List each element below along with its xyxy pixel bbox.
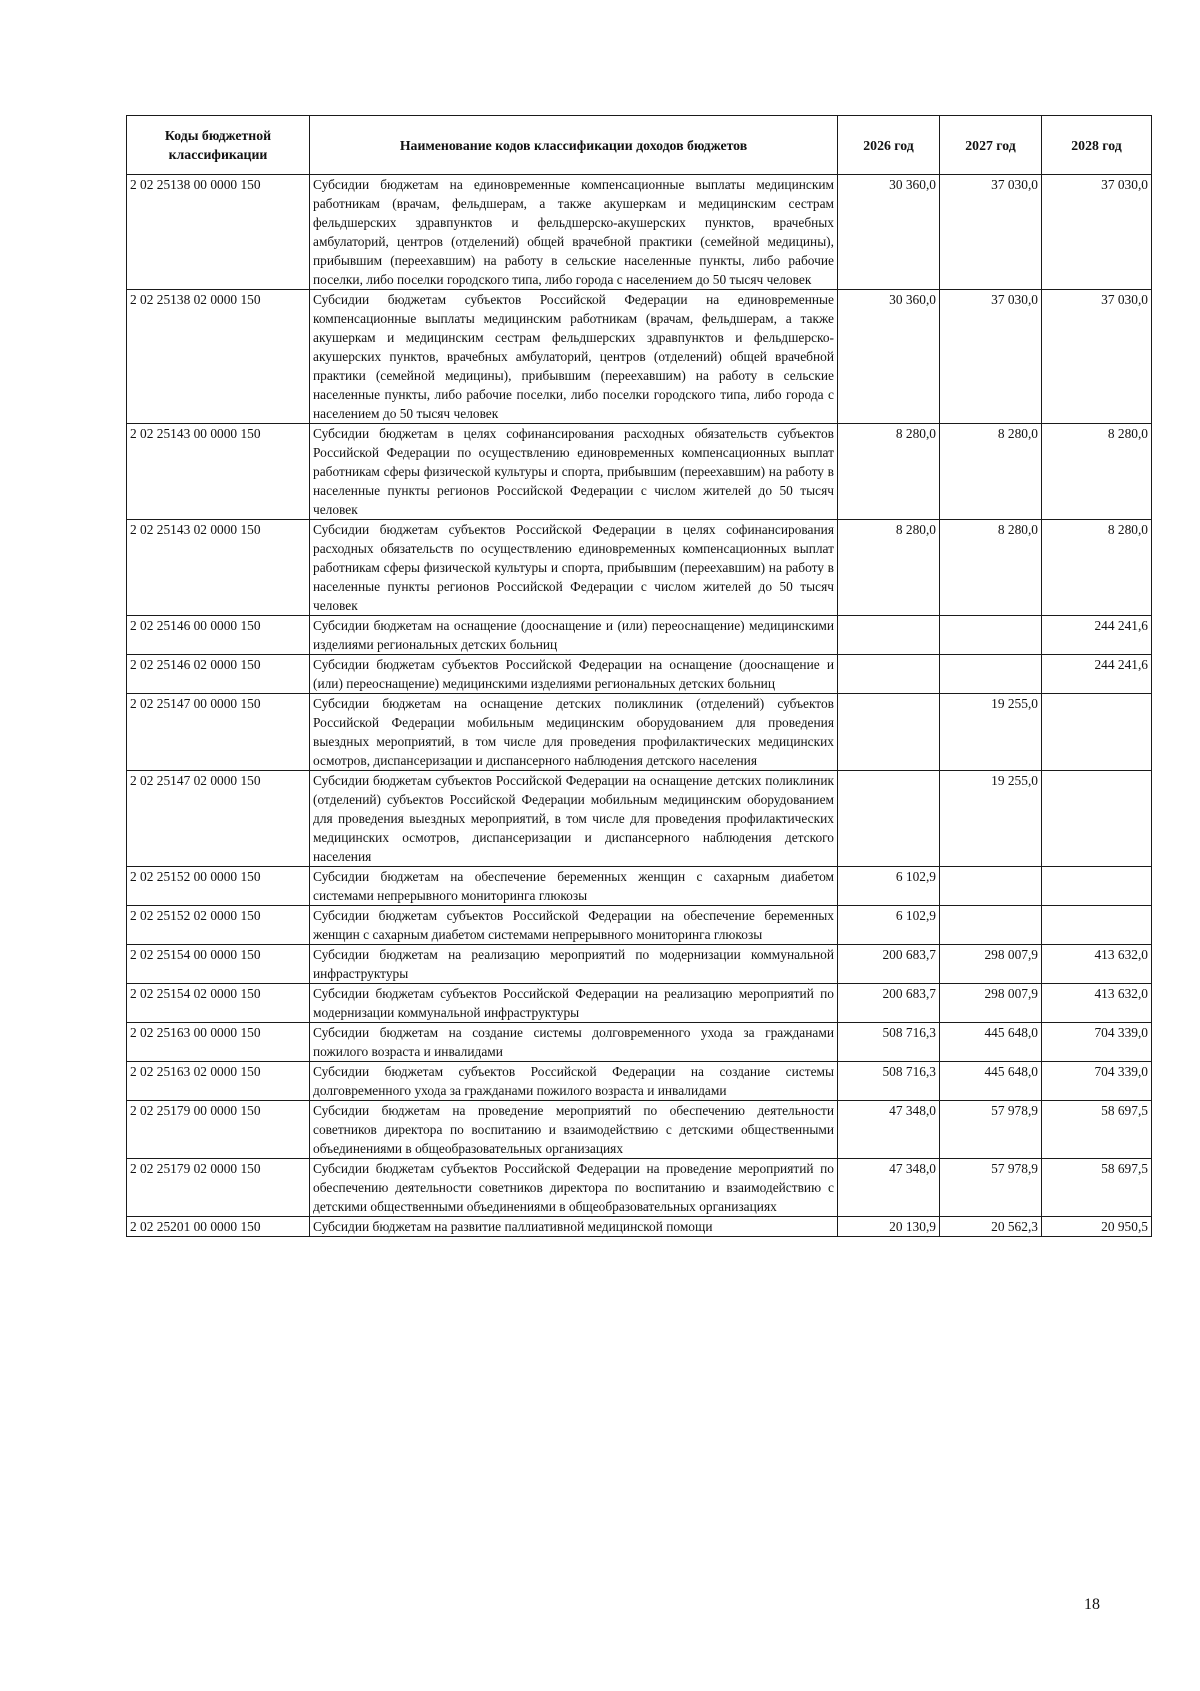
row-2027 [940, 906, 1042, 945]
table-row [127, 290, 1152, 424]
row-code: 2 02 25146 02 0000 150 [127, 655, 310, 694]
header-2027: 2027 год [940, 116, 1042, 175]
table-row [127, 616, 1152, 655]
row-2028: 8 280,0 [1042, 424, 1152, 520]
row-2028: 704 339,0 [1042, 1062, 1152, 1101]
row-2028: 37 030,0 [1042, 175, 1152, 290]
row-2027 [940, 867, 1042, 906]
row-2026: 30 360,0 [838, 290, 940, 424]
row-code: 2 02 25147 00 0000 150 [127, 694, 310, 771]
row-code: 2 02 25154 00 0000 150 [127, 945, 310, 984]
row-2028: 20 950,5 [1042, 1217, 1152, 1237]
table-row [127, 984, 1152, 1023]
row-code: 2 02 25143 00 0000 150 [127, 424, 310, 520]
row-code: 2 02 25152 00 0000 150 [127, 867, 310, 906]
row-code: 2 02 25163 02 0000 150 [127, 1062, 310, 1101]
table-row [127, 867, 1152, 906]
row-2026: 47 348,0 [838, 1159, 940, 1217]
table-row [127, 1101, 1152, 1159]
row-2027 [940, 655, 1042, 694]
row-2026 [838, 771, 940, 867]
table-row [127, 655, 1152, 694]
row-code: 2 02 25152 02 0000 150 [127, 906, 310, 945]
row-name: Субсидии бюджетам на оснащение детских поликлиник (отделений) субъектов Российской Федерации мобильным медицинским оборудованием для проведения выездных мероприятий, в том числе для проведения профилактических медицинских осмотров, диспансеризации и диспансерного наблюдения детского населения [310, 694, 838, 771]
row-name: Субсидии бюджетам субъектов Российской Федерации на единовременные компенсационные выплаты медицинским работникам (врачам, фельдшерам, а также акушеркам и медицинским сестрам фельдшерских здравпунктов и фельдшерско-акушерских пунктов, врачебных амбулаторий, центров (отделений) общей врачебной практики (семейной медицины), прибывшим (переехавшим) на работу в сельские населенные пункты, либо рабочие поселки, либо поселки городского типа, либо города с населением до 50 тысяч человек [310, 290, 838, 424]
row-2027: 37 030,0 [940, 290, 1042, 424]
row-2026 [838, 616, 940, 655]
table-row [127, 771, 1152, 867]
row-2026: 8 280,0 [838, 520, 940, 616]
row-2028: 413 632,0 [1042, 984, 1152, 1023]
header-code: Коды бюджетной классификации [127, 116, 310, 175]
row-2028 [1042, 694, 1152, 771]
row-name: Субсидии бюджетам на развитие паллиативной медицинской помощи [310, 1217, 838, 1237]
row-code: 2 02 25146 00 0000 150 [127, 616, 310, 655]
row-name: Субсидии бюджетам субъектов Российской Федерации на оснащение (дооснащение и (или) переоснащение) медицинскими изделиями региональных детских больниц [310, 655, 838, 694]
row-2026: 30 360,0 [838, 175, 940, 290]
row-2027: 57 978,9 [940, 1101, 1042, 1159]
table-row [127, 1217, 1152, 1237]
row-2026: 508 716,3 [838, 1062, 940, 1101]
table-row [127, 1023, 1152, 1062]
row-code: 2 02 25201 00 0000 150 [127, 1217, 310, 1237]
row-2028 [1042, 867, 1152, 906]
row-2027: 445 648,0 [940, 1023, 1042, 1062]
row-code: 2 02 25179 02 0000 150 [127, 1159, 310, 1217]
row-2028: 8 280,0 [1042, 520, 1152, 616]
row-2027: 37 030,0 [940, 175, 1042, 290]
row-2028: 244 241,6 [1042, 616, 1152, 655]
table-row [127, 1159, 1152, 1217]
row-2027: 8 280,0 [940, 424, 1042, 520]
header-2028: 2028 год [1042, 116, 1152, 175]
row-2028: 704 339,0 [1042, 1023, 1152, 1062]
row-name: Субсидии бюджетам на проведение мероприятий по обеспечению деятельности советников директора по воспитанию и взаимодействию с детскими общественными объединениями в общеобразовательных организациях [310, 1101, 838, 1159]
row-name: Субсидии бюджетам субъектов Российской Федерации на обеспечение беременных женщин с сахарным диабетом системами непрерывного мониторинга глюкозы [310, 906, 838, 945]
row-2027: 19 255,0 [940, 771, 1042, 867]
row-2028: 37 030,0 [1042, 290, 1152, 424]
row-2028: 244 241,6 [1042, 655, 1152, 694]
row-code: 2 02 25138 02 0000 150 [127, 290, 310, 424]
budget-revenue-table [126, 115, 1152, 1237]
row-2026: 47 348,0 [838, 1101, 940, 1159]
row-2027 [940, 616, 1042, 655]
row-2027: 8 280,0 [940, 520, 1042, 616]
row-code: 2 02 25163 00 0000 150 [127, 1023, 310, 1062]
row-2028 [1042, 771, 1152, 867]
row-name: Субсидии бюджетам на обеспечение беременных женщин с сахарным диабетом системами непрерывного мониторинга глюкозы [310, 867, 838, 906]
row-2026 [838, 655, 940, 694]
table-row [127, 694, 1152, 771]
row-name: Субсидии бюджетам субъектов Российской Федерации на реализацию мероприятий по модернизации коммунальной инфраструктуры [310, 984, 838, 1023]
row-code: 2 02 25138 00 0000 150 [127, 175, 310, 290]
table-row [127, 1062, 1152, 1101]
row-2027: 19 255,0 [940, 694, 1042, 771]
header-name: Наименование кодов классификации доходов бюджетов [310, 116, 838, 175]
row-2028: 58 697,5 [1042, 1101, 1152, 1159]
row-2028 [1042, 906, 1152, 945]
row-2028: 58 697,5 [1042, 1159, 1152, 1217]
row-name: Субсидии бюджетам на создание системы долговременного ухода за гражданами пожилого возраста и инвалидами [310, 1023, 838, 1062]
row-2026: 508 716,3 [838, 1023, 940, 1062]
row-2026: 200 683,7 [838, 984, 940, 1023]
row-2026: 6 102,9 [838, 867, 940, 906]
row-code: 2 02 25179 00 0000 150 [127, 1101, 310, 1159]
table-row [127, 175, 1152, 290]
row-name: Субсидии бюджетам на оснащение (дооснащение и (или) переоснащение) медицинскими изделиями региональных детских больниц [310, 616, 838, 655]
row-code: 2 02 25147 02 0000 150 [127, 771, 310, 867]
row-2026: 8 280,0 [838, 424, 940, 520]
row-name: Субсидии бюджетам субъектов Российской Федерации на оснащение детских поликлиник (отделений) субъектов Российской Федерации мобильным медицинским оборудованием для проведения выездных мероприятий, в том числе для проведения профилактических медицинских осмотров, диспансеризации и диспансерного наблюдения детского населения [310, 771, 838, 867]
row-2027: 298 007,9 [940, 945, 1042, 984]
row-2026 [838, 694, 940, 771]
row-2026: 200 683,7 [838, 945, 940, 984]
row-code: 2 02 25143 02 0000 150 [127, 520, 310, 616]
header-2026: 2026 год [838, 116, 940, 175]
row-2028: 413 632,0 [1042, 945, 1152, 984]
row-name: Субсидии бюджетам на единовременные компенсационные выплаты медицинским работникам (врачам, фельдшерам, а также акушеркам и медицинским сестрам фельдшерских здравпунктов и фельдшерско-акушерских пунктов, врачебных амбулаторий, центров (отделений) общей врачебной практики (семейной медицины), прибывшим (переехавшим) на работу в сельские населенные пункты, либо рабочие поселки, либо поселки городского типа, либо города с населением до 50 тысяч человек [310, 175, 838, 290]
row-code: 2 02 25154 02 0000 150 [127, 984, 310, 1023]
row-2027: 20 562,3 [940, 1217, 1042, 1237]
row-2027: 57 978,9 [940, 1159, 1042, 1217]
page-number: 18 [1084, 1596, 1100, 1613]
table-row [127, 945, 1152, 984]
row-name: Субсидии бюджетам на реализацию мероприятий по модернизации коммунальной инфраструктуры [310, 945, 838, 984]
row-name: Субсидии бюджетам субъектов Российской Федерации на проведение мероприятий по обеспечению деятельности советников директора по воспитанию и взаимодействию с детскими общественными объединениями в общеобразовательных организациях [310, 1159, 838, 1217]
row-2027: 298 007,9 [940, 984, 1042, 1023]
table-row [127, 424, 1152, 520]
table-row [127, 906, 1152, 945]
row-name: Субсидии бюджетам субъектов Российской Федерации в целях софинансирования расходных обязательств по осуществлению единовременных компенсационных выплат работникам сферы физической культуры и спорта, прибывшим (переехавшим) на работу в населенные пункты регионов Российской Федерации с числом жителей до 50 тысяч человек [310, 520, 838, 616]
table-header-row [127, 116, 1152, 175]
row-2027: 445 648,0 [940, 1062, 1042, 1101]
table-row [127, 520, 1152, 616]
row-name: Субсидии бюджетам в целях софинансирования расходных обязательств субъектов Российской Федерации по осуществлению единовременных компенсационных выплат работникам сферы физической культуры и спорта, прибывшим (переехавшим) на работу в населенные пункты регионов Российской Федерации с числом жителей до 50 тысяч человек [310, 424, 838, 520]
row-2026: 20 130,9 [838, 1217, 940, 1237]
row-2026: 6 102,9 [838, 906, 940, 945]
row-name: Субсидии бюджетам субъектов Российской Федерации на создание системы долговременного ухода за гражданами пожилого возраста и инвалидами [310, 1062, 838, 1101]
